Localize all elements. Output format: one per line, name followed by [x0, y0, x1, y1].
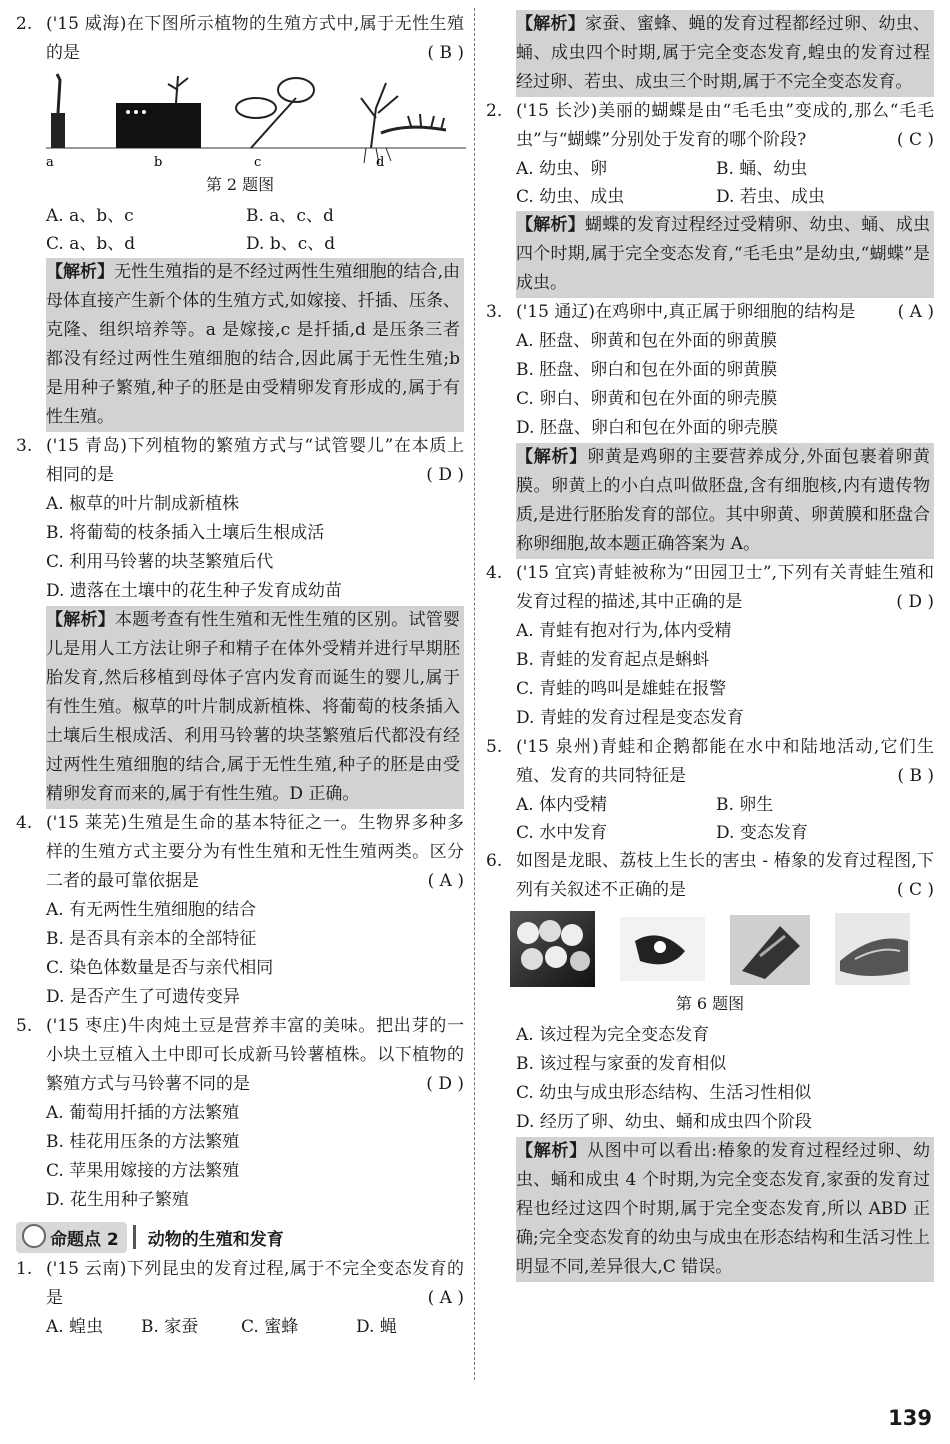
option-c: C. 幼虫与成虫形态结构、生活习性相似	[516, 1083, 812, 1103]
analysis-tag: 【解析】	[46, 262, 115, 282]
option-d: D. 胚盘、卵白和包在外面的卵壳膜	[516, 418, 778, 438]
option-d: D. 花生用种子繁殖	[46, 1190, 189, 1210]
option-c: C. 水中发育	[516, 823, 608, 843]
option-a: A. 青蛙有抱对行为,体内受精	[516, 621, 732, 641]
question-3-egg	[486, 298, 934, 559]
question-text: ('15 威海)在下图所示植物的生殖方式中,属于无性生殖的是	[46, 14, 464, 63]
question-4-sexual-asexual	[16, 809, 464, 1012]
question-6-stink-bug	[486, 847, 934, 1282]
question-2-plants	[16, 10, 464, 432]
topic-badge: 命题点 2	[16, 1222, 127, 1253]
topic-divider	[133, 1225, 136, 1249]
question-text: ('15 枣庄)牛肉炖土豆是营养丰富的美味。把出芽的一小块土豆植入土中即可长成新马铃薯植株。以下植物的繁殖方式与马铃薯不同的是	[46, 1016, 464, 1094]
option-a: A. 葡萄用扦插的方法繁殖	[46, 1103, 240, 1123]
question-text: ('15 长沙)美丽的蝴蝶是由“毛毛虫”变成的,那么“毛毛虫”与“蝴蝶”分别处于发育的哪个阶段?	[516, 101, 934, 150]
option-c: C. 青蛙的鸣叫是雄蛙在报警	[516, 679, 727, 699]
option-a: A. 该过程为完全变态发育	[516, 1025, 710, 1045]
answer-bracket: ( C )	[896, 130, 934, 150]
option-d: D. b、c、d	[246, 234, 336, 254]
answer-bracket: ( B )	[427, 43, 464, 63]
question-number: 1.	[16, 1259, 33, 1279]
seed-planting-illustration	[116, 76, 201, 148]
page-number: 139	[888, 1406, 932, 1430]
question-stem	[486, 298, 934, 327]
analysis-text: 卵黄是鸡卵的主要营养成分,外面包裹着卵黄膜。卵黄上的小白点叫做胚盘,含有细胞核,内有遗传物质,是进行胚胎发育的部位。其中卵黄、卵黄膜和胚盘合称卵细胞,故本题正确答案为 A。	[516, 447, 930, 554]
question-5-frog-penguin	[486, 733, 934, 847]
option-a: A. a、b、c	[46, 206, 134, 226]
option-d: D. 经历了卵、幼虫、蛹和成虫四个阶段	[516, 1112, 812, 1132]
analysis-tag: 【解析】	[516, 1141, 588, 1161]
question-number: 6.	[486, 851, 503, 871]
fig-label-d: d	[376, 155, 385, 168]
answer-bracket: ( C )	[896, 880, 934, 900]
option-b: B. 该过程与家蚕的发育相似	[516, 1054, 727, 1074]
analysis-box	[516, 443, 934, 559]
option-a: A. 有无两性生殖细胞的结合	[46, 900, 257, 920]
nymph-photo	[620, 917, 705, 981]
analysis-box	[516, 211, 934, 298]
option-d: D. 青蛙的发育过程是变态发育	[516, 708, 744, 728]
question-text: 如图是龙眼、荔枝上生长的害虫 - 椿象的发育过程图,下列有关叙述不正确的是	[516, 851, 934, 900]
options-grid	[16, 202, 464, 258]
question-number: 5.	[16, 1016, 33, 1036]
column-divider	[474, 8, 475, 1380]
answer-bracket: ( A )	[427, 1288, 464, 1308]
answer-bracket: ( D )	[426, 465, 464, 485]
option-a: A. 体内受精	[516, 795, 608, 815]
option-d: D. 蝇	[356, 1317, 397, 1337]
option-b: B. 卵生	[716, 795, 774, 815]
question-text: ('15 宜宾)青蛙被称为“田园卫士”,下列有关青蛙生殖和发育过程的描述,其中正确的是	[516, 563, 934, 612]
question-4-frog	[486, 559, 934, 733]
option-b: B. 胚盘、卵白和包在外面的卵黄膜	[516, 360, 778, 380]
pupa-photo	[730, 915, 810, 985]
analysis-text: 蝴蝶的发育过程经过受精卵、幼虫、蛹、成虫四个时期,属于完全变态发育,“毛毛虫”是幼虫,“蝴蝶”是成虫。	[516, 215, 931, 293]
left-column	[16, 10, 464, 1341]
analysis-text: 家蚕、蜜蜂、蝇的发育过程都经过卵、幼虫、蛹、成虫四个时期,属于完全变态发育,蝗虫的发育过程经过卵、若虫、成虫三个时期,属于不完全变态发育。	[516, 14, 931, 92]
question-stem	[486, 847, 934, 905]
question-2-butterfly	[486, 97, 934, 298]
question-5-potato	[16, 1012, 464, 1215]
option-c: C. 染色体数量是否与亲代相同	[46, 958, 274, 978]
option-a: A. 幼虫、卵	[516, 159, 608, 179]
options-grid	[486, 155, 934, 211]
egg-photo	[510, 911, 595, 987]
option-c: C. a、b、d	[46, 234, 136, 254]
question-stem	[16, 1255, 464, 1313]
option-a: A. 椒草的叶片制成新植株	[46, 494, 240, 514]
option-c: C. 幼虫、成虫	[516, 187, 625, 207]
analysis-box	[516, 10, 934, 97]
question-stem	[486, 559, 934, 617]
option-d: D. 若虫、成虫	[716, 187, 825, 207]
question-number: 5.	[486, 737, 503, 757]
option-b: B. 将葡萄的枝条插入土壤后生根成活	[46, 523, 325, 543]
question-stem	[16, 1012, 464, 1099]
option-b: B. 家蚕	[141, 1317, 199, 1337]
option-d: D. 是否产生了可遗传变异	[46, 987, 240, 1007]
option-c: C. 苹果用嫁接的方法繁殖	[46, 1161, 240, 1181]
adult-photo	[835, 913, 910, 985]
options-row	[16, 1313, 464, 1341]
plant-reproduction-figure	[46, 68, 466, 168]
layering-illustration	[361, 83, 446, 164]
option-c: C. 蜜蜂	[241, 1317, 299, 1337]
question-text: ('15 通辽)在鸡卵中,真正属于卵细胞的结构是	[516, 302, 856, 322]
question-text: ('15 莱芜)生殖是生命的基本特征之一。生物界多种多样的生殖方式主要分为有性生殖和无性生殖两类。区分二者的最可靠依据是	[46, 813, 464, 891]
question-number: 4.	[16, 813, 33, 833]
analysis-box	[516, 1137, 934, 1282]
options-grid	[486, 791, 934, 847]
question-stem	[16, 10, 464, 68]
question-text: ('15 青岛)下列植物的繁殖方式与“试管婴儿”在本质上相同的是	[46, 436, 464, 485]
fig-label-b: b	[154, 155, 163, 168]
question-number: 3.	[486, 302, 503, 322]
analysis-box	[46, 606, 464, 809]
option-a: A. 蝗虫	[46, 1317, 104, 1337]
question-number: 2.	[486, 101, 503, 121]
analysis-tag: 【解析】	[516, 14, 586, 34]
option-d: D. 变态发育	[716, 823, 808, 843]
stink-bug-development-photos	[510, 911, 910, 987]
question-number: 2.	[16, 14, 33, 34]
analysis-tag: 【解析】	[516, 215, 586, 235]
option-a: A. 胚盘、卵黄和包在外面的卵黄膜	[516, 331, 778, 351]
question-stem	[16, 809, 464, 896]
question-text: ('15 泉州)青蛙和企鹅都能在水中和陆地活动,它们生殖、发育的共同特征是	[516, 737, 934, 786]
option-b: B. 蛹、幼虫	[716, 159, 808, 179]
analysis-text: 无性生殖指的是不经过两性生殖细胞的结合,由母体直接产生新个体的生殖方式,如嫁接、扦插、压条、克隆、组织培养等。a 是嫁接,c 是扦插,d 是压条三者都没有经过两性生殖细胞的结合,因此属于无性生殖;b 是用种子繁殖,种子的胚是由受精卵发育形成的,属于有性生殖。	[46, 262, 461, 427]
fig-label-a: a	[46, 155, 54, 168]
analysis-text: 本题考查有性生殖和无性生殖的区别。试管婴儿是用人工方法让卵子和精子在体外受精并进行早期胚胎发育,然后移植到母体子宫内发育而诞生的婴儿,属于有性生殖。椒草的叶片制成新植株、将葡萄的枝条插入土壤后生根成活、利用马铃薯的块茎繁殖后代都没有经过两性生殖细胞的结合,属于无性生殖,种子的胚是由受精卵发育而来的,属于有性生殖。D 正确。	[46, 610, 461, 804]
option-b: B. 青蛙的发育起点是蝌蚪	[516, 650, 710, 670]
option-c: C. 利用马铃薯的块茎繁殖后代	[46, 552, 274, 572]
figure-caption: 第 6 题图	[675, 994, 745, 1013]
analysis-box	[46, 258, 464, 432]
answer-bracket: ( D )	[426, 1074, 464, 1094]
question-1-insects	[16, 1255, 464, 1341]
cutting-illustration	[236, 78, 314, 148]
figure-caption: 第 2 题图	[205, 175, 275, 194]
topic-heading	[16, 1219, 464, 1255]
option-c: C. 卵白、卵黄和包在外面的卵壳膜	[516, 389, 778, 409]
question-text: ('15 云南)下列昆虫的发育过程,属于不完全变态发育的是	[46, 1259, 464, 1308]
answer-bracket: ( D )	[896, 592, 934, 612]
right-column	[486, 10, 934, 1282]
question-stem	[486, 97, 934, 155]
question-stem	[16, 432, 464, 490]
question-3-test-tube-baby	[16, 432, 464, 809]
option-b: B. 桂花用压条的方法繁殖	[46, 1132, 240, 1152]
answer-bracket: ( A )	[427, 871, 464, 891]
analysis-tag: 【解析】	[516, 447, 588, 467]
analysis-tag: 【解析】	[46, 610, 116, 630]
option-b: B. 是否具有亲本的全部特征	[46, 929, 257, 949]
question-number: 4.	[486, 563, 503, 583]
fig-label-c: c	[254, 155, 262, 168]
question-stem	[486, 733, 934, 791]
option-b: B. a、c、d	[246, 206, 334, 226]
question-number: 3.	[16, 436, 33, 456]
grafting-illustration	[51, 74, 65, 148]
analysis-text: 从图中可以看出:椿象的发育过程经过卵、幼虫、蛹和成虫 4 个时期,为完全变态发育,家蚕的发育过程也经过这四个时期,属于完全变态发育,所以 ABD 正确;完全变态发育的幼虫与成虫在形态结构和生活习性上明显不同,差异很大,C 错误。	[516, 1141, 931, 1277]
topic-title: 动物的生殖和发育	[147, 1229, 284, 1250]
option-d: D. 遗落在土壤中的花生种子发育成幼苗	[46, 581, 342, 601]
answer-bracket: ( A )	[897, 302, 934, 322]
answer-bracket: ( B )	[897, 766, 934, 786]
